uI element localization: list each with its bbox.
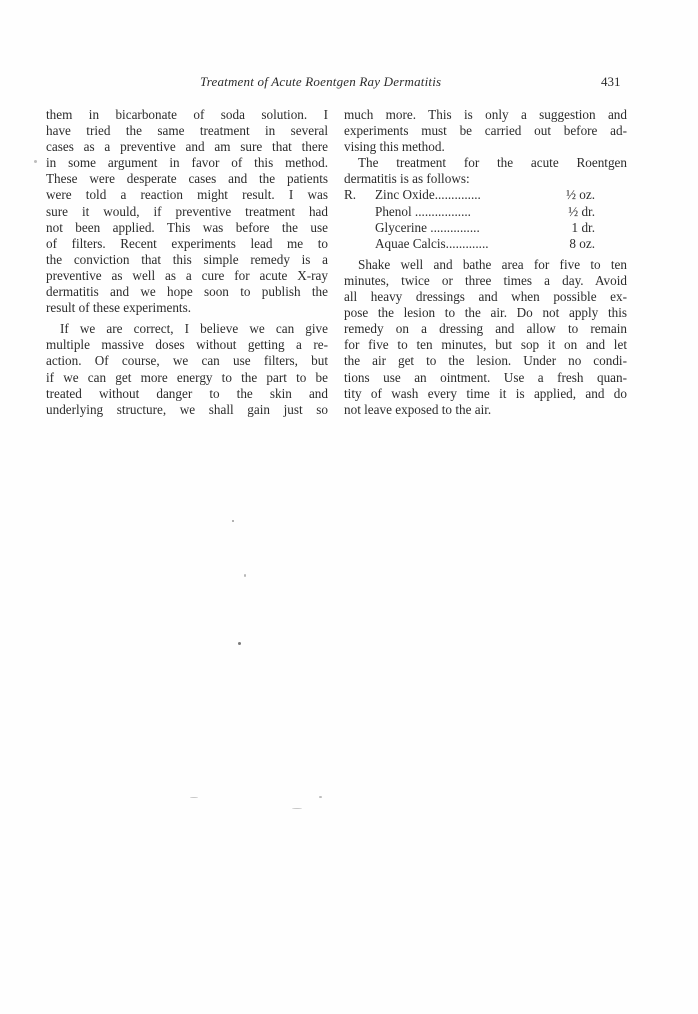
ingredient-quantity: 1 dr. bbox=[571, 219, 595, 235]
ingredient-name: Aquae Calcis............. bbox=[375, 235, 489, 251]
scan-speck bbox=[319, 796, 322, 798]
text-line: tity of wash every time it is applied, and do bbox=[344, 385, 627, 401]
text-line: cases as a preventive and am sure that there bbox=[46, 139, 328, 155]
formula-row bbox=[344, 187, 627, 203]
ingredient-name: Phenol ................. bbox=[375, 203, 471, 219]
right-paragraph-3 bbox=[344, 257, 627, 418]
left-paragraph-2 bbox=[46, 321, 328, 418]
left-column bbox=[46, 107, 328, 418]
prescription-formula bbox=[344, 187, 627, 251]
text-line: much more. This is only a suggestion and bbox=[344, 107, 627, 122]
text-line: vising this method. bbox=[344, 139, 445, 155]
text-line: the air get to the lesion. Under no condi- bbox=[344, 353, 627, 369]
formula-row bbox=[344, 204, 627, 220]
text-line: minutes, twice or three times a day. Avoid bbox=[344, 272, 627, 288]
text-line: Shake well and bathe area for five to ten bbox=[358, 256, 627, 272]
recipe-marker: R. bbox=[344, 187, 357, 203]
text-line: If we are correct, I believe we can give bbox=[60, 321, 328, 337]
text-line: treated without danger to the skin and bbox=[46, 385, 328, 401]
text-line: were told a reaction might result. I was bbox=[46, 187, 328, 203]
text-line: of filters. Recent experiments lead me to bbox=[46, 235, 328, 251]
text-line: pose the lesion to the air. Do not apply this bbox=[344, 305, 627, 321]
text-line: dermatitis is as follows: bbox=[344, 171, 470, 187]
text-line: in some argument in favor of this method. bbox=[46, 155, 328, 171]
right-paragraph-1 bbox=[344, 107, 627, 155]
scan-speck bbox=[238, 642, 241, 645]
running-title: Treatment of Acute Roentgen Ray Dermatitis bbox=[200, 74, 442, 89]
text-line: them in bicarbonate of soda solution. I bbox=[46, 107, 328, 122]
ingredient-quantity: 8 oz. bbox=[569, 235, 595, 251]
right-column bbox=[344, 107, 627, 418]
ingredient-quantity: ½ oz. bbox=[566, 187, 595, 203]
ingredient-name: Glycerine ............... bbox=[375, 219, 480, 235]
scan-speck bbox=[232, 520, 234, 522]
text-line: sure it would, if preventive treatment had bbox=[46, 203, 328, 219]
left-paragraph-1 bbox=[46, 107, 328, 316]
page-number: 431 bbox=[601, 74, 621, 89]
formula-row bbox=[344, 236, 627, 252]
text-line: experiments must be carried out before ad- bbox=[344, 123, 627, 139]
ingredient-name: Zinc Oxide.............. bbox=[375, 187, 481, 203]
text-line: for five to ten minutes, but sop it on and let bbox=[344, 337, 627, 353]
text-line: not leave exposed to the air. bbox=[344, 401, 492, 417]
right-paragraph-2 bbox=[344, 155, 627, 187]
text-line: underlying structure, we shall gain just so bbox=[46, 401, 328, 417]
ingredient-quantity: ½ dr. bbox=[568, 203, 595, 219]
text-line: These were desperate cases and the patients bbox=[46, 171, 328, 187]
scan-speck bbox=[244, 574, 246, 577]
text-line: remedy on a dressing and allow to remain bbox=[344, 321, 627, 337]
formula-row bbox=[344, 220, 627, 236]
text-line: action. Of course, we can use filters, but bbox=[46, 353, 328, 369]
text-line: all heavy dressings and when possible ex- bbox=[344, 289, 627, 305]
scan-speck bbox=[34, 160, 37, 163]
scan-speck bbox=[292, 808, 302, 809]
text-line: not been applied. This was before the use bbox=[46, 219, 328, 235]
text-line: if we can get more energy to the part to be bbox=[46, 369, 328, 385]
text-line: multiple massive doses without getting a re- bbox=[46, 337, 328, 353]
text-line: dermatitis and we hope soon to publish the bbox=[46, 284, 328, 300]
text-line: preventive as well as a cure for acute X-ray bbox=[46, 267, 328, 283]
text-line: result of these experiments. bbox=[46, 300, 192, 316]
text-line: the conviction that this simple remedy is a bbox=[46, 251, 328, 267]
text-line: tions use an ointment. Use a fresh quan- bbox=[344, 369, 627, 385]
text-line: have tried the same treatment in several bbox=[46, 123, 328, 139]
text-line: The treatment for the acute Roentgen bbox=[358, 155, 627, 171]
scan-speck bbox=[190, 797, 198, 798]
